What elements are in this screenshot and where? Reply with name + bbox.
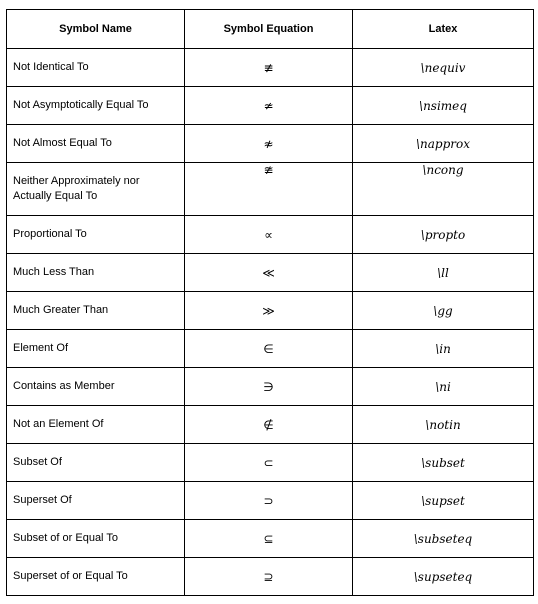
symbol-equation-cell: ≉ [185, 125, 353, 163]
latex-cell: \ll [353, 254, 534, 292]
symbol-equation-cell: ≄ [185, 87, 353, 125]
symbol-name-cell: Much Less Than [7, 254, 185, 292]
symbol-name-cell: Contains as Member [7, 368, 185, 406]
latex-cell: \supseteq [353, 558, 534, 596]
header-symbol-equation: Symbol Equation [185, 10, 353, 49]
table-row [7, 482, 534, 520]
latex-cell: \notin [353, 406, 534, 444]
symbol-name-cell: Not Identical To [7, 49, 185, 87]
table-row [7, 330, 534, 368]
table-row [7, 558, 534, 596]
latex-cell: \supset [353, 482, 534, 520]
table-row [7, 520, 534, 558]
symbol-equation-cell: ⊃ [185, 482, 353, 520]
symbol-name-cell: Not an Element Of [7, 406, 185, 444]
symbol-name-cell: Much Greater Than [7, 292, 185, 330]
latex-cell: \gg [353, 292, 534, 330]
table-row [7, 406, 534, 444]
symbol-equation-cell: ≇ [185, 163, 353, 216]
table-row [7, 87, 534, 125]
table-row [7, 125, 534, 163]
table-row [7, 254, 534, 292]
symbol-name-cell: Subset of or Equal To [7, 520, 185, 558]
symbol-name-cell: Superset of or Equal To [7, 558, 185, 596]
latex-cell: \nequiv [353, 49, 534, 87]
symbol-name-cell: Element Of [7, 330, 185, 368]
symbol-name-cell: Neither Approximately nor Actually Equal To [7, 163, 185, 216]
latex-cell: \subseteq [353, 520, 534, 558]
header-latex: Latex [353, 10, 534, 49]
symbol-equation-cell: ⊆ [185, 520, 353, 558]
symbol-name-cell: Superset Of [7, 482, 185, 520]
table-row [7, 216, 534, 254]
header-symbol-name: Symbol Name [7, 10, 185, 49]
latex-cell: \napprox [353, 125, 534, 163]
symbol-equation-cell: ≢ [185, 49, 353, 87]
table-row [7, 163, 534, 216]
latex-cell: \nsimeq [353, 87, 534, 125]
symbol-table [6, 9, 534, 596]
symbol-equation-cell: ∉ [185, 406, 353, 444]
header-row [7, 10, 534, 49]
latex-cell: \ncong [353, 163, 534, 216]
table-row [7, 368, 534, 406]
latex-cell: \subset [353, 444, 534, 482]
table-row [7, 444, 534, 482]
symbol-equation-cell: ≪ [185, 254, 353, 292]
symbol-equation-cell: ∈ [185, 330, 353, 368]
latex-cell: \ni [353, 368, 534, 406]
latex-cell: \propto [353, 216, 534, 254]
symbol-name-cell: Subset Of [7, 444, 185, 482]
symbol-equation-cell: ⊂ [185, 444, 353, 482]
symbol-equation-cell: ∋ [185, 368, 353, 406]
symbol-name-cell: Not Asymptotically Equal To [7, 87, 185, 125]
latex-cell: \in [353, 330, 534, 368]
symbol-name-cell: Proportional To [7, 216, 185, 254]
symbol-equation-cell: ∝ [185, 216, 353, 254]
symbol-name-cell: Not Almost Equal To [7, 125, 185, 163]
table-row [7, 292, 534, 330]
table-row [7, 49, 534, 87]
symbol-equation-cell: ⊇ [185, 558, 353, 596]
symbol-equation-cell: ≫ [185, 292, 353, 330]
